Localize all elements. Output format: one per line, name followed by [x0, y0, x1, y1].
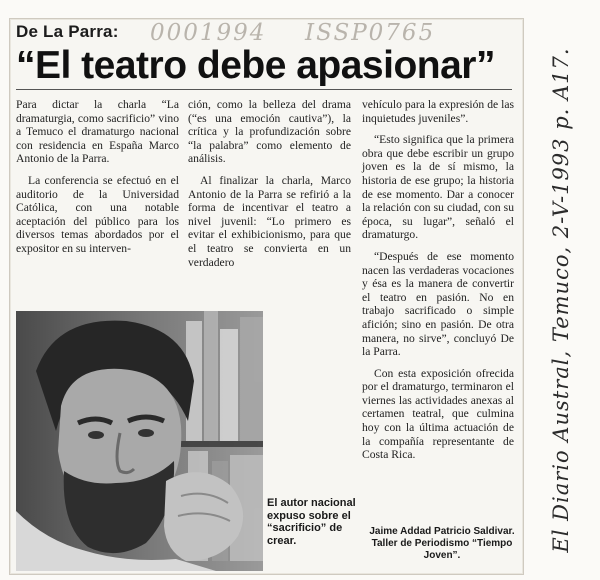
- paragraph: La conferencia se efectuó en el auditorio de la Universidad Católica, con una notable aceptación del público para los diversos temas abordados por el expositor en su interven-: [16, 173, 179, 255]
- paragraph: vehículo para la expresión de las inquietudes juveniles”.: [362, 98, 514, 125]
- article-kicker: De La Parra:: [16, 22, 119, 41]
- paragraph: “Esto significa que la primera obra que debe escribir un grupo joven es la de sí mismo, la historia de ese grupo; la historia de ese momento. Dar a conocer la relación con su ciudad, con su época, su lugar”, señaló el dramaturgo.: [362, 133, 514, 242]
- paragraph: Al finalizar la charla, Marco Antonio de la Parra se refirió a la forma de incentivar el teatro a nivel juvenil: “Lo primero es evitar el exhibicionismo, para que el teatro se convierta en un verdadero: [188, 173, 351, 269]
- portrait-image: [16, 311, 263, 571]
- headline-rule: [16, 89, 512, 90]
- handwritten-source-note: El Diario Austral, Temuco, 2-V-1993 p. A17.: [549, 47, 573, 553]
- article-column-1: [16, 98, 179, 256]
- author-photo: [16, 311, 263, 571]
- photo-caption: El autor nacional expuso sobre el “sacrificio” de crear.: [267, 497, 356, 547]
- paragraph: Para dictar la charla “La dramaturgia, como sacrificio” vino a Temuco el dramaturgo nacional con residencia en España Marco Antonio de la Parra.: [16, 98, 179, 166]
- headline: “El teatro debe apasionar”: [16, 44, 495, 87]
- archive-code-2: ISSP0765: [305, 20, 436, 46]
- paragraph: “Después de ese momento nacen las verdaderas vocaciones y ésa es la manera de convertir el teatro en pasión. No en trabajo sacrificado o simple afición; sino en pasión. De otra manera, no sirve”, concluyó De la Parra.: [362, 249, 514, 359]
- archive-code: 0001994: [150, 20, 267, 46]
- paragraph: ción, como la belleza del drama (“es una emoción cautiva”), la crítica y la profundización sobre “la palabra” como elemento de análisis.: [188, 98, 351, 166]
- paragraph: Con esta exposición ofrecida por el dramaturgo, terminaron el viernes las actividades anexas al certamen teatral, que culmina hoy con la última actuación de la compañía representante de Costa Rica.: [362, 366, 514, 462]
- author-credit: Jaime Addad Patricio Saldivar. Taller de Periodismo “Tiempo Joven”.: [369, 526, 515, 561]
- article-column-2: [188, 98, 351, 269]
- article-column-3: [362, 98, 514, 462]
